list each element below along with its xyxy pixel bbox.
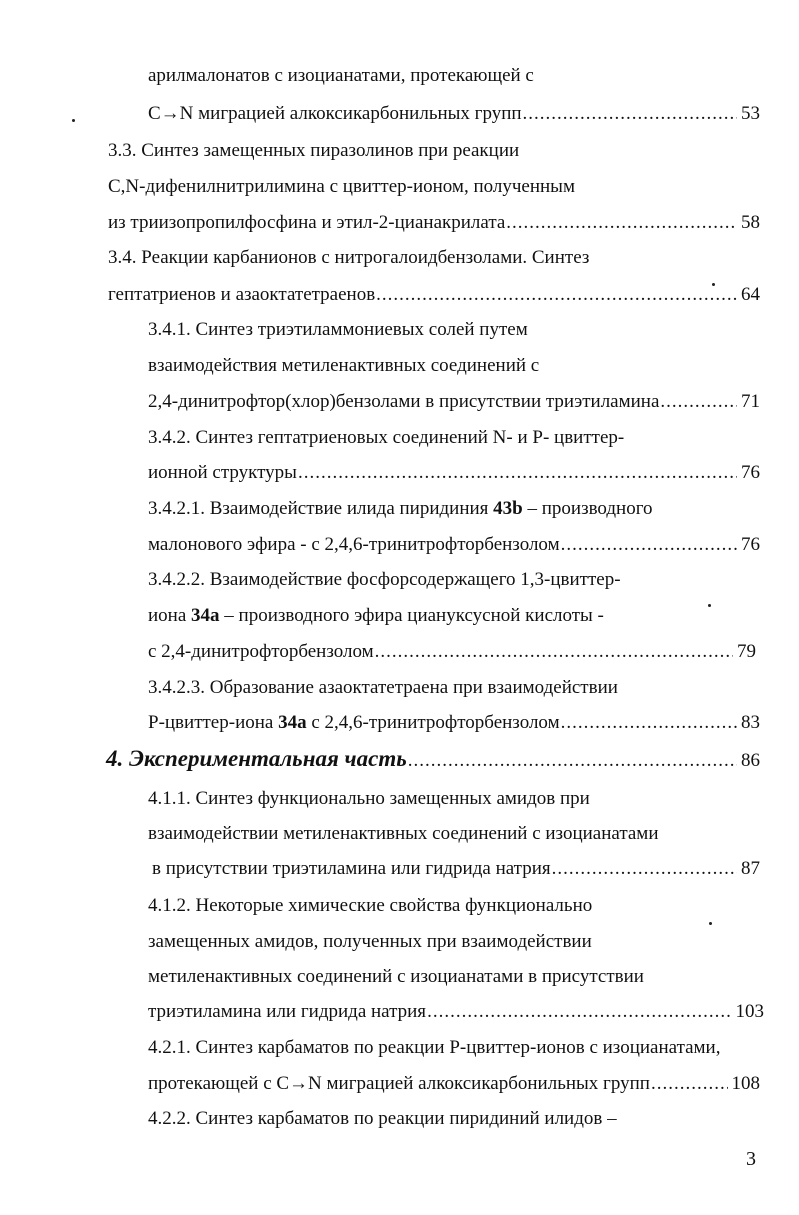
toc-line: 3.4.1. Синтез триэтиламмониевых солей путем (148, 319, 528, 340)
toc-line: 4.1.1. Синтез функционально замещенных амидов при (148, 788, 590, 809)
dot-leader (408, 747, 737, 775)
toc-entry-text: C→N миграцией алкоксикарбонильных групп (148, 103, 522, 124)
toc-entry-text: триэтиламина или гидрида натрия (148, 1001, 427, 1022)
toc-entry-text: с 2,4-динитрофторбензолом (148, 641, 374, 662)
toc-entry[interactable] (148, 390, 760, 414)
toc-line (148, 497, 653, 521)
toc-line (148, 604, 604, 628)
toc-line-text: иона (148, 605, 192, 626)
dot-leader (660, 390, 737, 414)
toc-line: 4.2.1. Синтез карбаматов по реакции P-цвиттер-ионов с изоцианатами, (148, 1037, 721, 1058)
toc-line: 3.4.2.2. Взаимодействие фосфорсодержащего 1,3-цвиттер- (148, 569, 621, 590)
toc-line: C,N-дифенилнитрилимина с цвиттер-ионом, полученным (108, 176, 575, 197)
toc-line: взаимодействия метиленактивных соединений с (148, 355, 540, 376)
toc-entry-text: гептатриенов и азаоктатетраенов (108, 284, 376, 305)
dot-leader (651, 1072, 728, 1096)
toc-line: 3.3. Синтез замещенных пиразолинов при реакции (108, 140, 520, 161)
toc-entry-text: P-цвиттер-иона 34a с 2,4,6-тринитрофторбензолом (148, 712, 560, 733)
toc-entry[interactable] (152, 857, 760, 881)
toc-line: метиленактивных соединений с изоцианатами в присутствии (148, 966, 644, 987)
toc-page-number: 108 (731, 1073, 760, 1094)
toc-page-number: 71 (741, 391, 760, 412)
page-number: 3 (746, 1148, 756, 1170)
compound-label: 43b (493, 498, 523, 519)
toc-heading-text: 4. Экспериментальная часть (106, 746, 407, 771)
dot-leader (561, 711, 737, 735)
toc-page-number: 64 (741, 284, 760, 305)
dot-leader (506, 211, 737, 235)
toc-line-text: – производного эфира циануксусной кислоты - (219, 605, 604, 626)
compound-label: 34a (191, 605, 220, 626)
toc-entry-text: ионной структуры (148, 462, 297, 483)
scan-speck (709, 922, 712, 925)
dot-leader (523, 102, 737, 126)
dot-leader (561, 533, 737, 557)
toc-entry[interactable] (148, 461, 760, 485)
dot-leader (375, 640, 733, 664)
scan-speck (708, 604, 711, 607)
toc-page-number: 76 (741, 462, 760, 483)
toc-page-number: 58 (741, 212, 760, 233)
toc-entry-text: из триизопропилфосфина и этил-2-цианакрилата (108, 212, 506, 233)
toc-line-text: 3.4.2.1. Взаимодействие илида пиридиния (148, 498, 494, 519)
toc-line: взаимодействии метиленактивных соединений с изоцианатами (148, 823, 659, 844)
scan-speck (712, 283, 715, 286)
toc-entry[interactable] (148, 711, 760, 735)
scan-speck (72, 119, 75, 122)
toc-entry-text: протекающей с C→N миграцией алкоксикарбонильных групп (148, 1073, 650, 1094)
toc-line: 3.4.2.3. Образование азаоктатетраена при взаимодействии (148, 677, 618, 698)
toc-entry-text: малонового эфира - с 2,4,6-тринитрофторбензолом (148, 534, 560, 555)
toc-line: 3.4.2. Синтез гептатриеновых соединений N- и P- цвиттер- (148, 427, 625, 448)
dot-leader (298, 461, 737, 485)
toc-entry[interactable] (108, 283, 760, 307)
toc-entry-text: в присутствии триэтиламина или гидрида натрия (152, 858, 551, 879)
toc-line: арилмалонатов с изоцианатами, протекающей с (148, 65, 534, 86)
toc-entry[interactable] (148, 533, 760, 557)
toc-section-heading[interactable] (106, 745, 760, 775)
toc-page-number: 103 (735, 1001, 764, 1022)
compound-label: 34a (278, 712, 307, 733)
dot-leader (427, 1000, 731, 1024)
toc-page-number: 83 (741, 712, 760, 733)
toc-line: 4.2.2. Синтез карбаматов по реакции пиридиний илидов – (148, 1108, 617, 1129)
toc-page-number: 79 (737, 641, 756, 662)
toc-page-number: 86 (741, 750, 760, 771)
toc-entry[interactable] (148, 102, 760, 126)
toc-entry[interactable] (108, 211, 760, 235)
toc-page-number: 76 (741, 534, 760, 555)
toc-entry[interactable] (148, 640, 756, 664)
toc-line: 3.4. Реакции карбанионов с нитрогалоидбензолами. Синтез (108, 247, 590, 268)
toc-line-text: – производного (522, 498, 653, 519)
toc-page-number: 87 (741, 858, 760, 879)
toc-entry-text: 2,4-динитрофтор(хлор)бензолами в присутствии триэтиламина (148, 391, 660, 412)
toc-entry[interactable] (148, 1072, 760, 1096)
toc-page-number: 53 (741, 103, 760, 124)
dot-leader (376, 283, 737, 307)
toc-line: 4.1.2. Некоторые химические свойства функционально (148, 895, 593, 916)
dot-leader (552, 857, 737, 881)
toc-entry[interactable] (148, 1000, 764, 1024)
toc-line: замещенных амидов, полученных при взаимодействии (148, 931, 592, 952)
